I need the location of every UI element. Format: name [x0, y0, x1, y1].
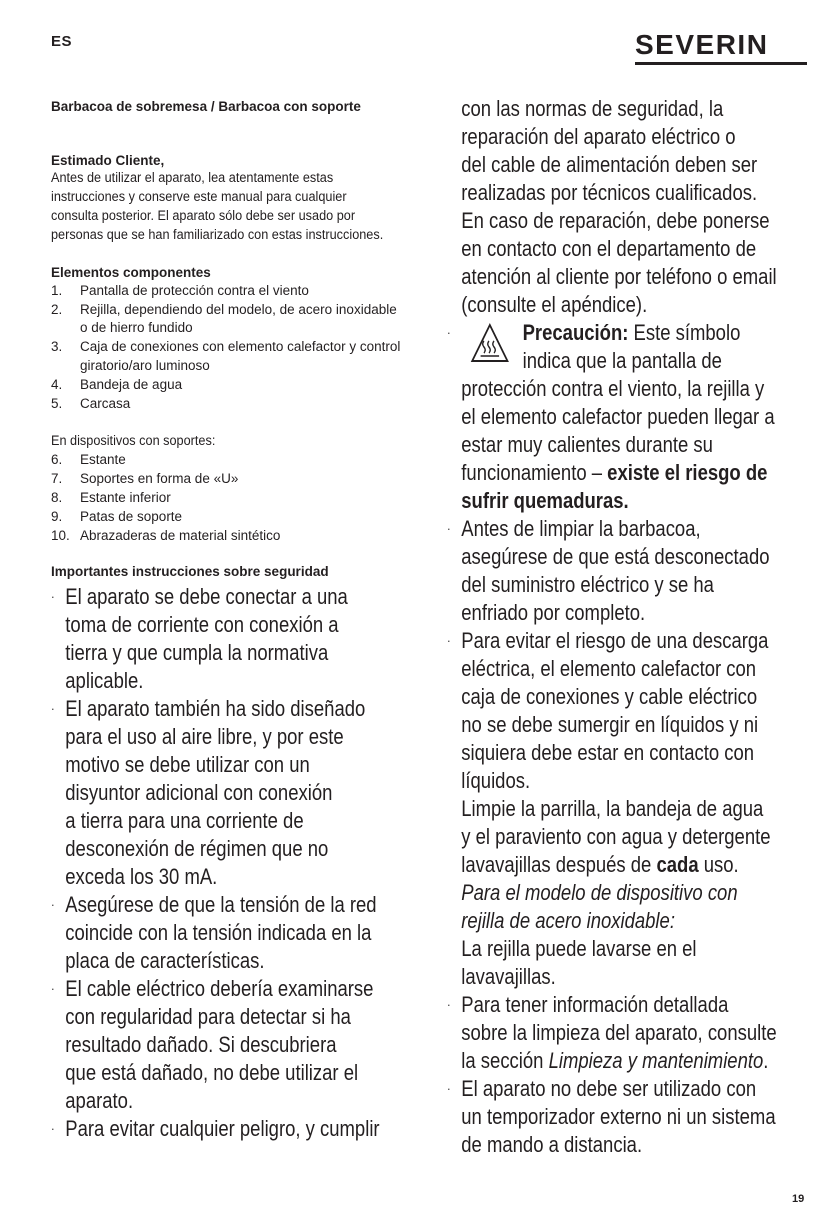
safety-list-right: [447, 515, 812, 1159]
right-column: [447, 95, 812, 1159]
intro-paragraph: [51, 169, 423, 245]
document-title: Barbacoa de sobremesa / Barbacoa con soporte: [51, 99, 361, 114]
list-item: 1. Pantalla de protección contra el viento: [51, 282, 309, 298]
safety-item: · Antes de limpiar la barbacoa, asegúrese de que está desconectado del suministro eléctrico y se ha enfriado por completo.: [447, 516, 770, 625]
list-item: 8. Estante inferior: [51, 489, 171, 505]
list-item: 9. Patas de soporte: [51, 508, 183, 524]
components-heading: Elementos componentes: [51, 264, 211, 280]
intro-line: personas que se han familiarizado con estas instrucciones.: [51, 226, 384, 242]
burn-risk-warning: existe el riesgo de: [607, 460, 768, 485]
intro-line: consulta posterior. El aparato sólo debe ser usado por: [51, 207, 356, 223]
safety-item: · Para tener información detallada sobre la limpieza del aparato, consulte la sección Limpieza y mantenimiento.: [447, 992, 777, 1073]
page-number: 19: [792, 1193, 805, 1205]
safety-list: [51, 583, 423, 1143]
stand-list: [51, 451, 423, 546]
safety-item: · Asegúrese de que la tensión de la red coincide con la tensión indicada en la placa de características.: [51, 892, 377, 974]
safety-item: · Para evitar el riesgo de una descarga eléctrica, el elemento calefactor con caja de conexiones y cable eléctrico no se debe sumergir en líquidos y ni siquiera debe estar en contacto con líquidos. Limpie la parrilla, la bandeja de agua y el paraviento con agua y detergente lavavajillas después de cada uso. Para el modelo de dispositivo con rejilla de acero inoxidable: La rejilla puede lavarse en el lavavajillas.: [447, 628, 771, 989]
stand-intro: En dispositivos con soportes:: [51, 432, 216, 448]
brand-logo: [635, 30, 807, 65]
intro-line: Antes de utilizar el aparato, lea atentamente estas: [51, 170, 334, 185]
safety-item: · El cable eléctrico debería examinarse con regularidad para detectar si ha resultado dañado. Si descubriera que está dañado, no debe utilizar el aparato.: [51, 976, 374, 1114]
hot-surface-warning-icon: [471, 323, 510, 363]
caution-label: Precaución:: [522, 320, 629, 345]
caution-text: Este símbolo: [628, 320, 741, 345]
components-list: [51, 282, 423, 414]
list-item: 7. Soportes en forma de «U»: [51, 470, 239, 486]
left-column: [51, 98, 423, 1143]
safety-item: · El aparato se debe conectar a una toma de corriente con conexión a tierra y que cumpla la normativa aplicable.: [51, 584, 348, 694]
language-code: ES: [51, 33, 73, 50]
list-item: 2. Rejilla, dependiendo del modelo, de acero inoxidable o de hierro fundido: [51, 301, 397, 336]
greeting: Estimado Cliente,: [51, 153, 165, 168]
caution-text: indica que la pantalla de: [522, 348, 722, 373]
list-item: 10. Abrazaderas de material sintético: [51, 527, 281, 543]
continued-text: con las normas de seguridad, la reparación del aparato eléctrico o del cable de alimentación deben ser realizadas por técnicos cualificados. En caso de reparación, debe ponerse en contacto con el departamento de atención al cliente por teléfono o email (consulte el apéndice).: [461, 96, 777, 317]
brand-name: SEVERIN: [635, 29, 769, 60]
logo-underline: [635, 62, 807, 65]
list-item: 3. Caja de conexiones con elemento calefactor y control giratorio/aro luminoso: [51, 339, 401, 374]
caution-item: · Precaución: Este símbolo indica que la pantalla de protección contra el viento, la rejilla y el elemento calefactor pueden llegar a estar muy calientes durante su funcionamiento – existe el riesgo de sufrir quemaduras.: [447, 320, 775, 513]
list-item: 6. Estante: [51, 451, 126, 467]
safety-heading: Importantes instrucciones sobre seguridad: [51, 564, 329, 580]
safety-item: · El aparato no debe ser utilizado con un temporizador externo ni un sistema de mando a distancia.: [447, 1076, 776, 1157]
list-item: 4. Bandeja de agua: [51, 377, 183, 393]
safety-item: · El aparato también ha sido diseñado para el uso al aire libre, y por este motivo se debe utilizar con un disyuntor adicional con conexión a tierra para una corriente de desconexión de régimen que no exceda los 30 mA.: [51, 696, 366, 890]
list-item: 5. Carcasa: [51, 396, 131, 412]
bullet: ·: [447, 325, 451, 340]
intro-line: instrucciones y conserve este manual para cualquier: [51, 188, 347, 204]
safety-item: · Para evitar cualquier peligro, y cumplir: [51, 1116, 380, 1142]
